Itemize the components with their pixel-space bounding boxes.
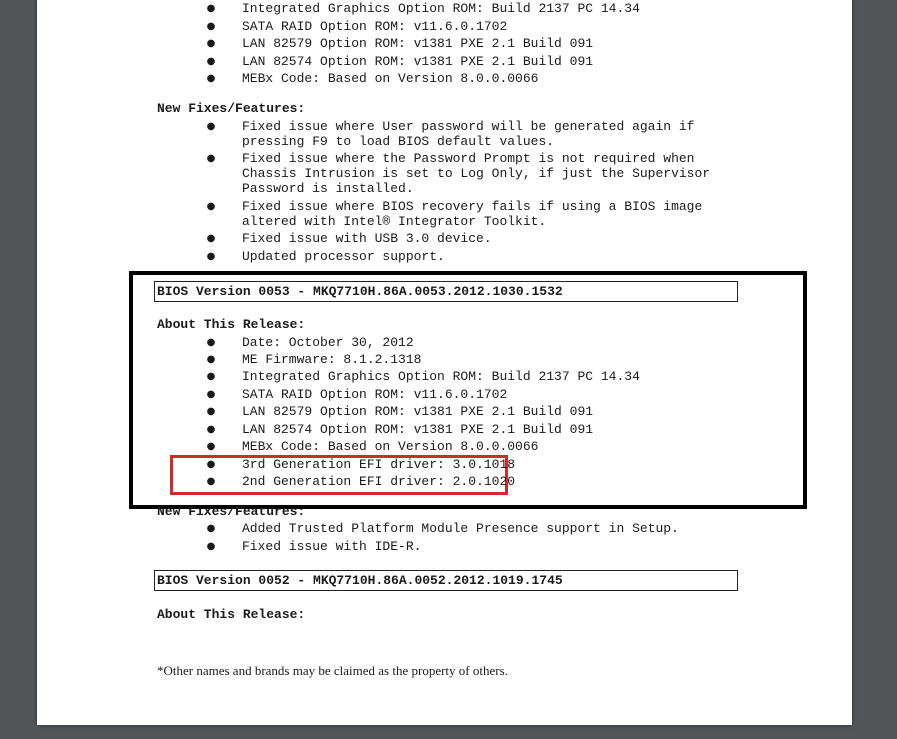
bullet-icon: ● [206,406,216,417]
bullet-icon: ● [206,233,216,244]
bullet-icon: ● [206,459,216,470]
bullet-icon: ● [206,541,216,552]
bullet-icon: ● [206,38,216,49]
trademark-footnote: *Other names and brands may be claimed as the property of others. [157,663,508,678]
bullet-icon: ● [206,251,216,262]
document-page: ● Integrated Graphics Option ROM: Build 2137 PC 14.34 ● SATA RAID Option ROM: v11.6.0.1702 ● LAN 82579 Option ROM: v1381 PXE 2.1 Build 091 ● LAN 82574 Option ROM: v1381 PXE 2.1 Build 091 ● MEBx Code: Based on Version 8.0.0.0066 New Fixes/Features: ● Fixed issue where User password will be generated again if pressing F9 to load BIOS default values. ● Fixed issue where the Password Prompt is not required when Chassis Intrusion is set to Log Only, if just the Supervisor Password is installed. ● Fixed issue where BIOS recovery fails if using a BIOS image altered with Intel® Integrator Toolkit. ● Fixed issue with USB 3.0 device. ● Updated processor support. BIOS Version 0053 - MKQ7710H.86A.0053.2012.1030.1532 About This Release: ● Date: October 30, 2012 ● ME Firmware: 8.1.2.1318 ● Integrated Graphics Option ROM: Build 2137 PC 14.34 ● SATA RAID Option ROM: v11.6.0.1702 ● LAN 82579 Option ROM: v1381 PXE 2.1 Build 091 ● LAN 82574 Option ROM: v1381 PXE 2.1 Build 091 ● MEBx Code: Based on Version 8.0.0.0066 ● 3rd Generation EFI driver: 3.0.1018 ● 2nd Generation EFI driver: 2.0.1020 New Fixes/Features: ● Added Trusted Platform Module Presence support in Setup. ● Fixed issue with IDE-R. BIOS Version 0052 - MKQ7710H.86A.0052.2012.1019.1745 About This Release: *Other names and brands may be claimed as the property of others. [37,0,852,725]
bullet-icon: ● [206,389,216,400]
list-item-continuation: pressing F9 to load BIOS default values. [242,134,555,149]
bullet-icon: ● [206,424,216,435]
bullet-icon: ● [206,153,216,164]
fixes-heading: New Fixes/Features: [157,101,306,116]
bullet-icon: ● [206,201,216,212]
bullet-icon: ● [206,3,216,14]
list-item-continuation: altered with Intel® Integrator Toolkit. [242,214,547,229]
bios-version-0052-header: BIOS Version 0052 - MKQ7710H.86A.0052.2012.1019.1745 [154,570,738,591]
bullet-icon: ● [206,73,216,84]
bullet-icon: ● [206,21,216,32]
bios-version-0053-header: BIOS Version 0053 - MKQ7710H.86A.0053.2012.1030.1532 [154,281,738,302]
about-release-heading: About This Release: [157,607,306,622]
bullet-icon: ● [206,337,216,348]
fixes-heading: New Fixes/Features: [157,504,306,519]
bullet-icon: ● [206,56,216,67]
bullet-icon: ● [206,476,216,487]
bullet-icon: ● [206,354,216,365]
bullet-icon: ● [206,441,216,452]
bullet-icon: ● [206,121,216,132]
about-release-heading: About This Release: [157,317,306,332]
bullet-icon: ● [206,371,216,382]
bullet-icon: ● [206,523,216,534]
list-item-continuation: Password is installed. [242,181,414,196]
list-item-continuation: Chassis Intrusion is set to Log Only, if just the Supervisor [242,166,711,181]
